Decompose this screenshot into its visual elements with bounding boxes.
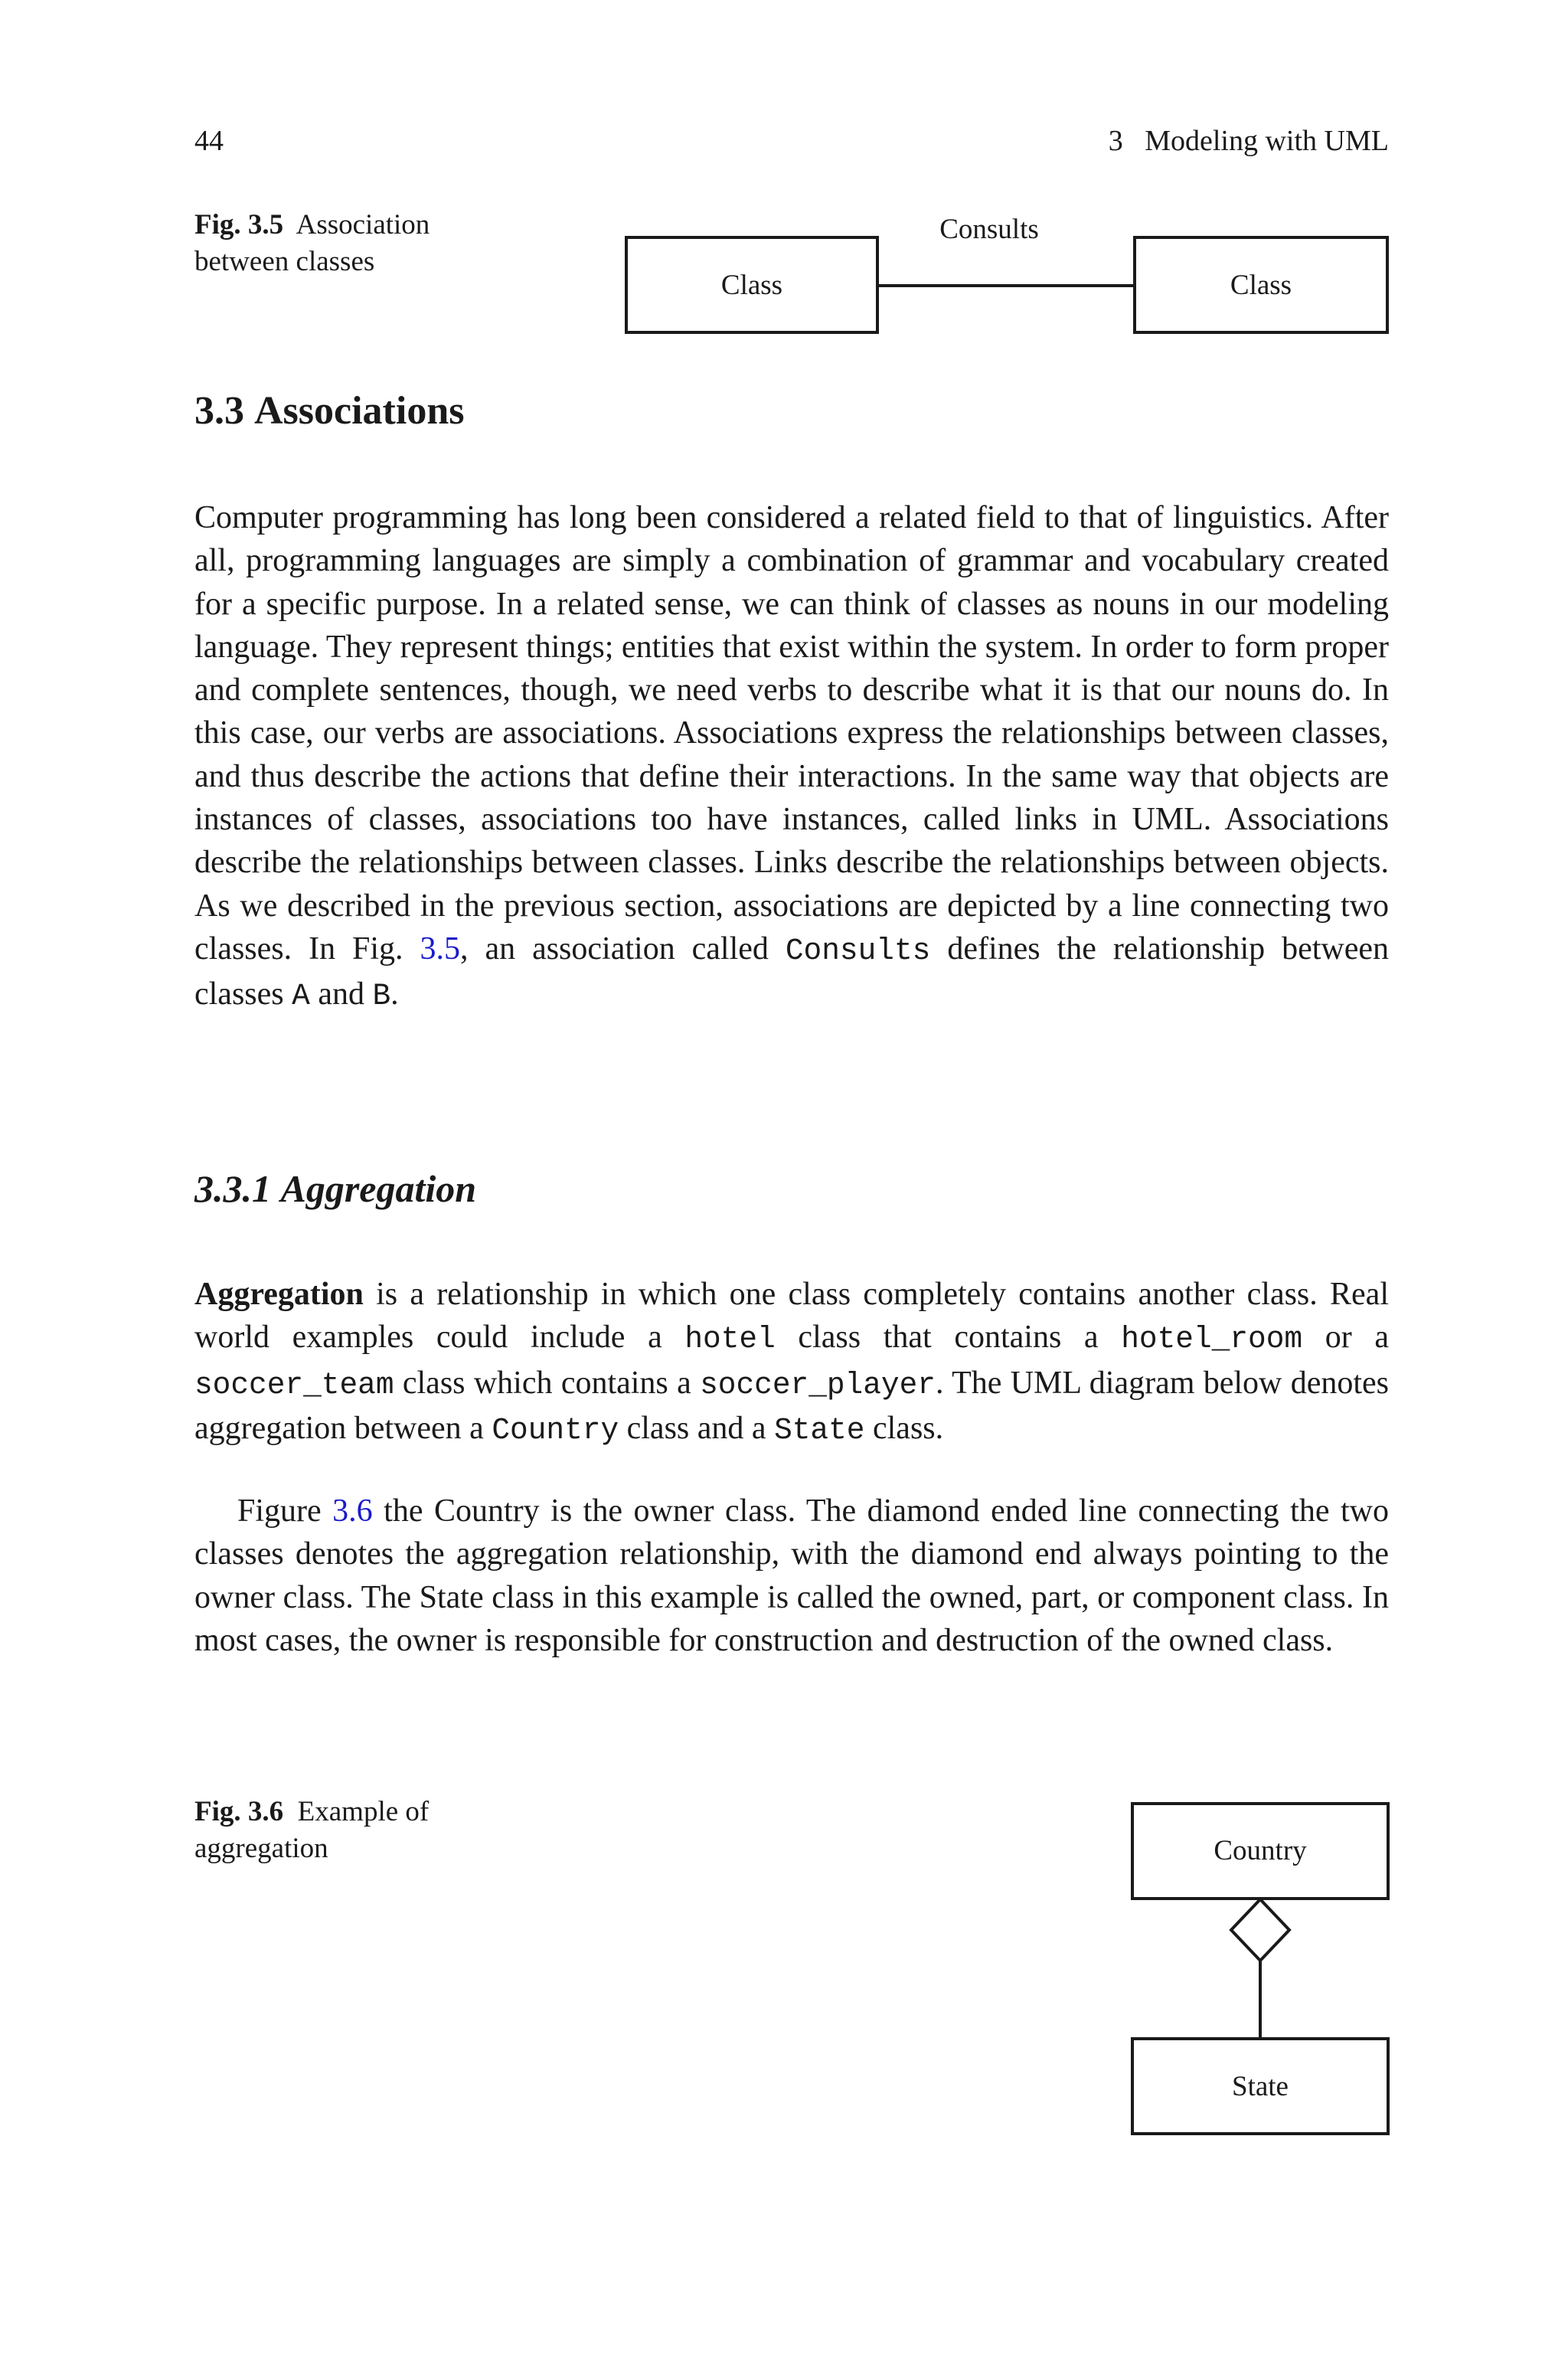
figure-paragraph xyxy=(194,1490,1389,1662)
text-run: class that contains a xyxy=(775,1320,1122,1356)
section-heading xyxy=(194,387,464,436)
association-label: Consults xyxy=(939,214,1039,245)
fig-3-5-label: Fig. 3.5 xyxy=(194,209,284,240)
text-run: is a relationship in which one class completely contains another class. Real world examples could include a xyxy=(194,1277,1389,1356)
code-soccer-team: soccer_team xyxy=(194,1367,394,1402)
code-state: State xyxy=(774,1412,865,1447)
term-aggregation: Aggregation xyxy=(194,1277,364,1312)
aggregation-diamond xyxy=(1231,1899,1289,1961)
running-title: 3 Modeling with UML xyxy=(1108,125,1389,157)
text-run: and xyxy=(309,976,373,1012)
fig-3-5-caption-text: Association between classes xyxy=(194,209,430,277)
class-label-left: Class xyxy=(720,270,783,301)
text-run: or a xyxy=(1302,1320,1389,1356)
aggregation-paragraph xyxy=(194,1273,1389,1452)
text-run: Computer programming has long been considered a related field to that of linguistics. After all, programming languages are simply a combination of grammar and vocabulary created for a specific purpose. In a related sense, we can think of classes as nouns in our modeling language. They represent things; entities that exist within the system. In order to form proper and complete sentences, though, we need verbs to describe what it is that our nouns do. In this case, our verbs are associations. Associations express the relationships between classes, and thus describe the actions that define their interactions. In the same way that objects are instances of classes, associations too have instances, called links in UML. Associations describe the relationships between classes. Links describe the relationships between objects. As we described in the previous section, associations are depicted by a line connecting two classes. In Fig. xyxy=(194,500,1389,967)
page-number: 44 xyxy=(194,125,224,157)
fig-3-6-caption xyxy=(194,1794,516,1867)
text-run: defines the relationship between classes xyxy=(194,931,1389,1012)
code-a: A xyxy=(292,979,310,1014)
section-number: 3.3 xyxy=(194,389,244,433)
figure-ref-3-6[interactable]: 3.6 xyxy=(332,1493,373,1529)
subsection-title: Aggregation xyxy=(280,1167,477,1210)
fig-3-6-caption-text: Example of aggregation xyxy=(194,1796,430,1864)
text-run: class and a xyxy=(619,1410,775,1446)
text-run: the Country is the owner class. The diamond ended line connecting the two classes denotes the aggregation relationship, with the diamond end always pointing to the owner class. The State class in this example is called the owned, part, or component class. In most cases, the owner is responsible for construction and destruction of the owned class. xyxy=(194,1493,1390,1658)
code-consults: Consults xyxy=(785,933,931,968)
text-run: class. xyxy=(864,1410,944,1446)
section-title: Associations xyxy=(254,389,465,433)
subsection-heading xyxy=(194,1164,476,1213)
subsection-number: 3.3.1 xyxy=(194,1167,271,1210)
fig-3-5-diagram xyxy=(612,199,1401,345)
code-b: B xyxy=(372,979,391,1014)
owned-class-label: State xyxy=(1232,2071,1289,2102)
text-run: , an association called xyxy=(460,931,786,967)
code-hotel-room: hotel_room xyxy=(1121,1322,1303,1357)
class-label-right: Class xyxy=(1230,270,1292,301)
code-soccer-player: soccer_player xyxy=(700,1367,936,1402)
figure-ref-3-5[interactable]: 3.5 xyxy=(420,931,461,967)
text-run: . xyxy=(390,976,399,1012)
fig-3-6-diagram xyxy=(1118,1792,1409,2144)
text-run: . The UML diagram below denotes aggregation between a xyxy=(194,1365,1389,1446)
associations-paragraph xyxy=(194,496,1389,1019)
text-run: class which contains a xyxy=(394,1365,701,1401)
text-run: Figure xyxy=(237,1493,333,1529)
code-country: Country xyxy=(492,1412,619,1447)
owner-class-label: Country xyxy=(1214,1835,1307,1866)
fig-3-5-caption xyxy=(194,207,516,280)
code-hotel: hotel xyxy=(684,1322,776,1357)
fig-3-6-label: Fig. 3.6 xyxy=(194,1796,284,1827)
